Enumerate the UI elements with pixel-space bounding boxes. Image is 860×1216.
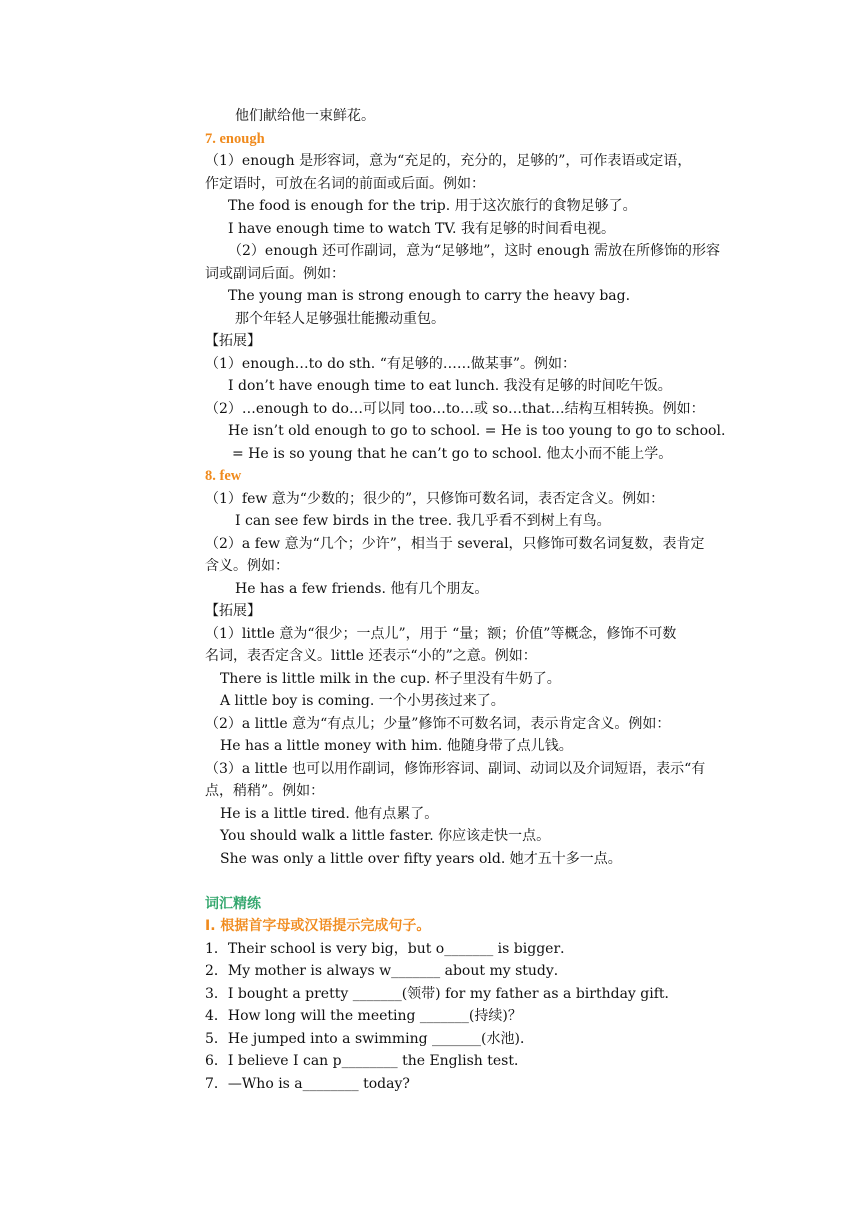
body-text: 词或副词后面。例如：: [205, 266, 345, 282]
body-text: （2）a few 意为“几个；少许”，相当于 several，只修饰可数名词复数，表肯定: [205, 536, 705, 552]
exercise-item: 1．Their school is very big，but o_______ is bigger．: [205, 941, 575, 957]
exercise-item: 6．I believe I can p________ the English test．: [205, 1053, 528, 1069]
vocabulary-practice-heading: 词汇精练: [205, 896, 261, 912]
body-text: （1）enough 是形容词，意为“充足的，充分的，足够的”，可作表语或定语，: [205, 153, 692, 169]
example-sentence: The food is enough for the trip. 用于这次旅行的食物足够了。: [228, 198, 637, 214]
example-sentence: I don’t have enough time to eat lunch. 我没有足够的时间吃午饭。: [228, 378, 672, 394]
exercise-item: 7．—Who is a________ today?: [205, 1076, 410, 1092]
subheading-extension: 【拓展】: [205, 333, 261, 349]
body-text: 含义。例如：: [205, 558, 289, 574]
example-sentence: She was only a little over fifty years old. 她才五十多一点。: [220, 851, 622, 867]
body-text: （1）little 意为“很少；一点儿”，用于 “量；额；价值”等概念，修饰不可数: [205, 626, 677, 642]
exercise-instruction: Ⅰ. 根据首字母或汉语提示完成句子。: [205, 918, 431, 934]
example-sentence: A little boy is coming. 一个小男孩过来了。: [220, 693, 505, 709]
exercise-item: 2．My mother is always w_______ about my study．: [205, 963, 568, 979]
example-sentence: = He is so young that he can’t go to school. 他太小而不能上学。: [232, 446, 673, 462]
body-text: 名词，表否定含义。little 还表示“小的”之意。例如：: [205, 648, 537, 664]
section-heading-enough: 7. enough: [205, 131, 265, 147]
exercise-item: 3．I bought a pretty _______(领带) for my father as a birthday gift．: [205, 986, 679, 1002]
body-text: （2）enough 还可作副词，意为“足够地”，这时 enough 需放在所修饰的形容: [228, 243, 721, 259]
body-text: （1）enough…to do sth. “有足够的……做某事”。例如：: [205, 356, 577, 372]
example-sentence: He isn’t old enough to go to school. = He is too young to go to school.: [228, 423, 726, 439]
subheading-extension: 【拓展】: [205, 603, 261, 619]
example-sentence: He is a little tired. 他有点累了。: [220, 806, 439, 822]
example-sentence: He has a little money with him. 他随身带了点儿钱。: [220, 738, 573, 754]
body-text: （1）few 意为“少数的；很少的”，只修饰可数名词，表否定含义。例如：: [205, 491, 665, 507]
example-translation: 那个年轻人足够强壮能搬动重包。: [235, 311, 445, 327]
body-text: 作定语时，可放在名词的前面或后面。例如：: [205, 176, 485, 192]
example-sentence: You should walk a little faster. 你应该走快一点。: [220, 828, 551, 844]
example-sentence: There is little milk in the cup. 杯子里没有牛奶了。: [220, 671, 561, 687]
body-text: 点，稍稍”。例如：: [205, 783, 325, 799]
body-text: （2）a little 意为“有点儿；少量”修饰不可数名词，表示肯定含义。例如：: [205, 716, 671, 732]
body-text: （3）a little 也可以用作副词，修饰形容词、副词、动词以及介词短语，表示“有: [205, 761, 706, 777]
section-heading-few: 8. few: [205, 468, 242, 484]
example-sentence: I can see few birds in the tree. 我几乎看不到树上有鸟。: [235, 513, 611, 529]
example-sentence: He has a few friends. 他有几个朋友。: [235, 581, 489, 597]
example-sentence: I have enough time to watch TV. 我有足够的时间看电视。: [228, 221, 615, 237]
exercise-item: 4．How long will the meeting _______(持续)？: [205, 1008, 522, 1024]
example-sentence: The young man is strong enough to carry the heavy bag.: [228, 288, 631, 304]
body-text: （2）…enough to do…可以同 too…to…或 so…that…结构互相转换。例如：: [205, 401, 705, 417]
example-translation: 他们献给他一束鲜花。: [235, 108, 375, 124]
exercise-item: 5．He jumped into a swimming _______(水池)．: [205, 1031, 534, 1047]
